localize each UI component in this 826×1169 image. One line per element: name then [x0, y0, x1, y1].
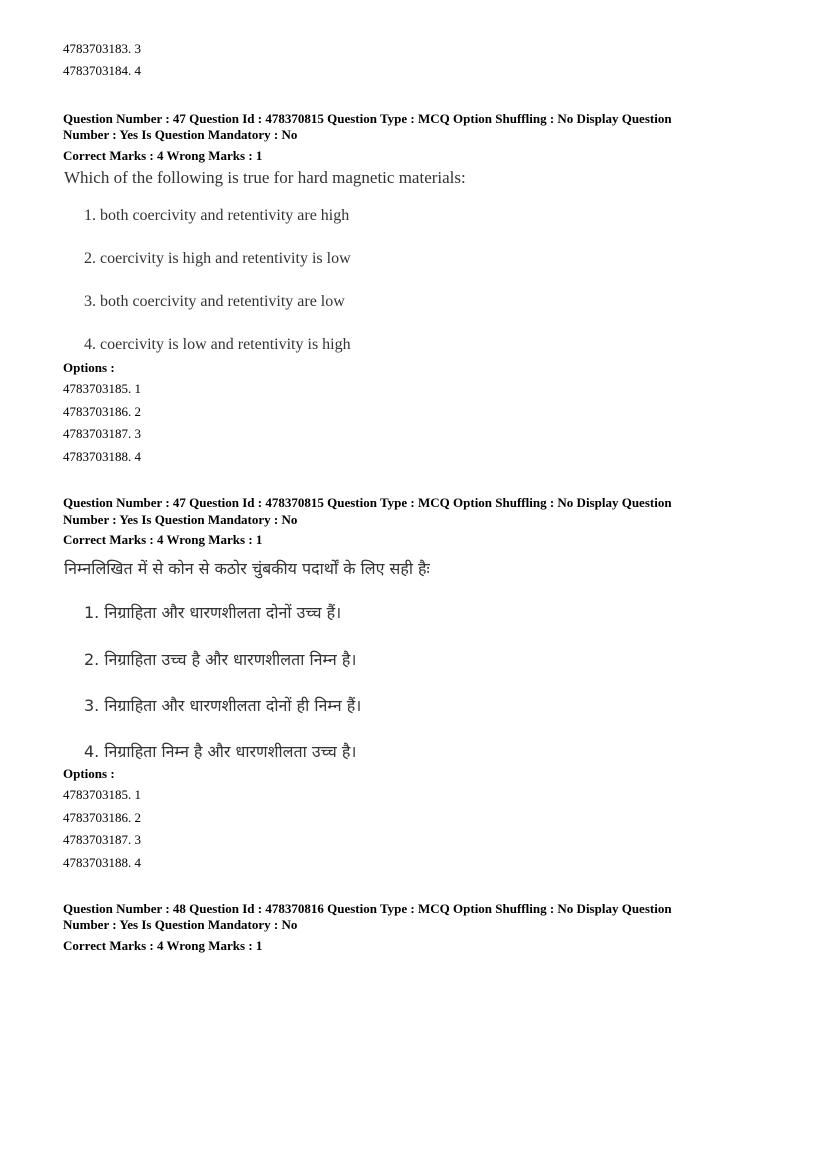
marks-line: Correct Marks : 4 Wrong Marks : 1 — [63, 148, 263, 163]
question-header-cont: Number : Yes Is Question Mandatory : No — [63, 512, 298, 527]
choice-item: 1. both coercivity and retentivity are high — [84, 207, 350, 224]
choice-item: 3. both coercivity and retentivity are low — [84, 293, 345, 310]
choice-item: 3. निग्राहिता और धारणशीलता दोनों ही निम्न हैं। — [84, 696, 362, 715]
option-id-line: 4783703183. 3 — [63, 41, 141, 56]
question-header: Question Number : 47 Question Id : 478370815 Question Type : MCQ Option Shuffling : No Display Question — [63, 111, 672, 126]
option-id-line: 4783703185. 1 — [63, 787, 141, 802]
question-header: Question Number : 48 Question Id : 478370816 Question Type : MCQ Option Shuffling : No Display Question — [63, 901, 672, 916]
options-label: Options : — [63, 766, 115, 781]
choice-item: 2. निग्राहिता उच्च है और धारणशीलता निम्न है। — [84, 650, 357, 669]
option-id-line: 4783703185. 1 — [63, 381, 141, 396]
option-id-line: 4783703186. 2 — [63, 810, 141, 825]
choice-item: 1. निग्राहिता और धारणशीलता दोनों उच्च हैं। — [84, 603, 342, 622]
option-id-line: 4783703188. 4 — [63, 855, 141, 870]
marks-line: Correct Marks : 4 Wrong Marks : 1 — [63, 938, 263, 953]
option-id-line: 4783703186. 2 — [63, 404, 141, 419]
choice-item: 4. निग्राहिता निम्न है और धारणशीलता उच्च है। — [84, 742, 357, 761]
marks-line: Correct Marks : 4 Wrong Marks : 1 — [63, 532, 263, 547]
question-text: निम्नलिखित में से कोन से कठोर चुंबकीय पदार्थों के लिए सही हैः — [64, 559, 430, 578]
choice-item: 2. coercivity is high and retentivity is low — [84, 250, 351, 267]
question-text: Which of the following is true for hard magnetic materials: — [64, 168, 466, 187]
question-header-cont: Number : Yes Is Question Mandatory : No — [63, 127, 298, 142]
question-header-cont: Number : Yes Is Question Mandatory : No — [63, 917, 298, 932]
option-id-line: 4783703184. 4 — [63, 63, 141, 78]
options-label: Options : — [63, 360, 115, 375]
option-id-line: 4783703188. 4 — [63, 449, 141, 464]
option-id-line: 4783703187. 3 — [63, 426, 141, 441]
question-header: Question Number : 47 Question Id : 478370815 Question Type : MCQ Option Shuffling : No Display Question — [63, 495, 672, 510]
option-id-line: 4783703187. 3 — [63, 832, 141, 847]
choice-item: 4. coercivity is low and retentivity is high — [84, 336, 351, 353]
